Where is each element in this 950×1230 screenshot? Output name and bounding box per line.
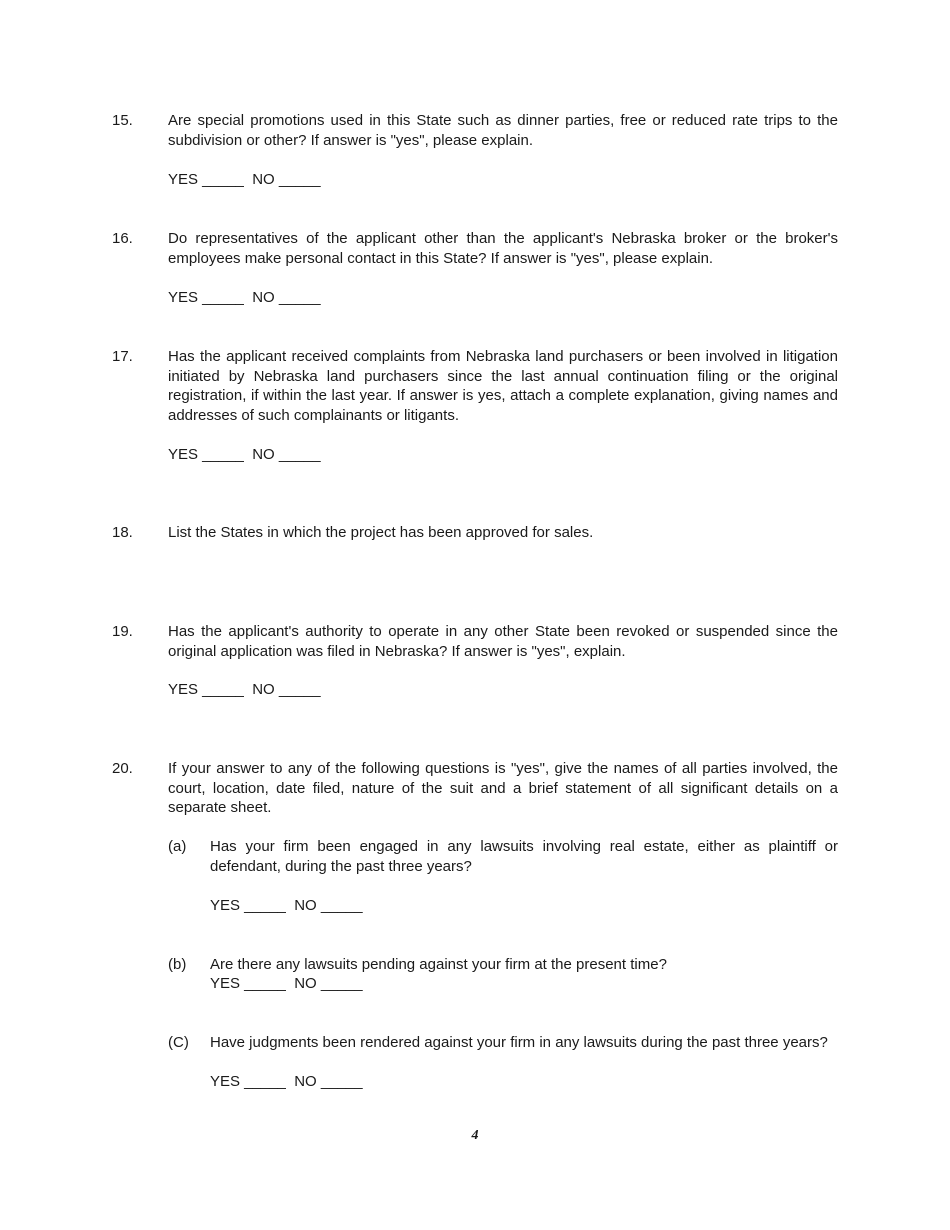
question-text: Are special promotions used in this State such as dinner parties, free or reduced rate trips to the subdivision or other? If answer is "yes", please explain. [168, 112, 838, 149]
subquestion-text: Are there any lawsuits pending against your firm at the present time? [210, 956, 667, 973]
yes-no-answer-line[interactable]: YES _____ NO _____ [210, 897, 363, 914]
question-text: Has the applicant's authority to operate in any other State been revoked or suspended since the original application was filed in Nebraska? If answer is "yes", explain. [168, 623, 838, 660]
question-text: Has the applicant received complaints from Nebraska land purchasers or been involved in litigation initiated by Nebraska land purchasers since the last annual continuation filing or the original registration, if within the last year. If answer is yes, attach a complete explanation, giving names and addresses of such complainants or litigants. [168, 348, 838, 424]
question-17 [112, 347, 838, 425]
subquestion-b [168, 955, 838, 975]
question-number: 15. [112, 112, 133, 129]
subquestion-label: (b) [168, 956, 187, 973]
question-text: Do representatives of the applicant other than the applicant's Nebraska broker or the broker's employees make personal contact in this State? If answer is "yes", please explain. [168, 230, 838, 267]
subquestion-c [168, 1033, 838, 1053]
question-15 [112, 111, 838, 150]
yes-no-answer-line[interactable]: YES _____ NO _____ [168, 446, 321, 463]
question-16 [112, 229, 838, 268]
question-number: 16. [112, 230, 133, 247]
page-number: 4 [471, 1128, 479, 1143]
yes-no-answer-line[interactable]: YES _____ NO _____ [210, 1073, 363, 1090]
yes-no-answer-line[interactable]: YES _____ NO _____ [168, 681, 321, 698]
question-number: 20. [112, 760, 133, 777]
question-number: 19. [112, 623, 133, 640]
question-20 [112, 759, 838, 818]
question-19 [112, 622, 838, 661]
subquestion-a [168, 837, 838, 876]
yes-no-answer-line[interactable]: YES _____ NO _____ [168, 289, 321, 306]
question-number: 17. [112, 348, 133, 365]
question-text: If your answer to any of the following questions is "yes", give the names of all parties involved, the court, location, date filed, nature of the suit and a brief statement of all significant details on a separate sheet. [168, 760, 838, 817]
subquestion-text: Have judgments been rendered against your firm in any lawsuits during the past three years? [210, 1034, 828, 1051]
subquestion-label: (a) [168, 838, 187, 855]
subquestion-text: Has your firm been engaged in any lawsuits involving real estate, either as plaintiff or defendant, during the past three years? [210, 838, 838, 875]
question-text: List the States in which the project has been approved for sales. [168, 524, 594, 541]
yes-no-answer-line[interactable]: YES _____ NO _____ [168, 171, 321, 188]
yes-no-answer-line[interactable]: YES _____ NO _____ [210, 975, 363, 992]
question-18 [112, 523, 838, 543]
question-number: 18. [112, 524, 133, 541]
subquestion-label: (C) [168, 1034, 189, 1051]
